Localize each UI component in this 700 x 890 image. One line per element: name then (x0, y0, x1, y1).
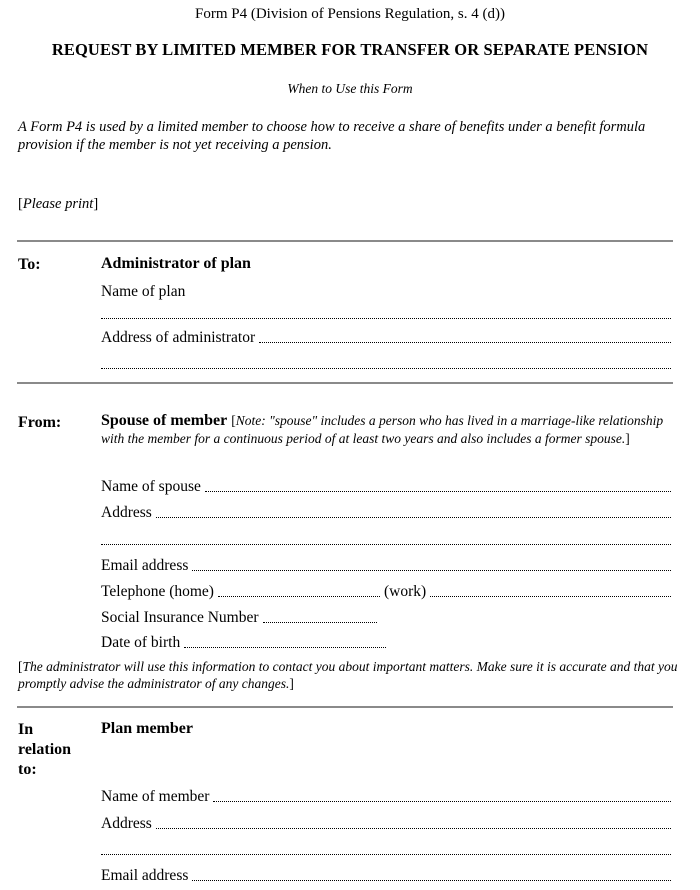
spouse-name-label: Name of spouse (101, 478, 201, 495)
spouse-email-label: Email address (101, 557, 189, 574)
section-divider (17, 240, 673, 242)
member-name-label: Name of member (101, 788, 210, 805)
spouse-sin-field[interactable] (101, 607, 671, 627)
member-address-line-2[interactable] (101, 853, 671, 855)
member-address-label: Address (101, 815, 152, 832)
name-of-plan-label-row (101, 281, 671, 301)
administrator-contact-note (18, 658, 678, 692)
administrator-address-line-2[interactable] (101, 367, 671, 369)
administrator-address-field[interactable] (101, 327, 671, 347)
form-identifier: Form P4 (Division of Pensions Regulation, s. 4 (d)) (195, 6, 505, 22)
name-of-plan-field[interactable] (101, 303, 671, 323)
bracket-open: [ (231, 413, 236, 428)
spouse-address-label: Address (101, 504, 152, 521)
print-instruction (18, 196, 98, 213)
member-address-field[interactable] (101, 813, 671, 833)
member-email-label: Email address (101, 867, 189, 884)
spouse-address-field-2[interactable] (101, 529, 671, 549)
member-address-line[interactable] (156, 827, 671, 829)
when-to-use-heading: When to Use this Form (287, 81, 413, 96)
bracket-open: [ (18, 196, 23, 212)
dob-line[interactable] (184, 646, 386, 648)
spouse-email-field[interactable] (101, 555, 671, 575)
member-email-field[interactable] (101, 865, 671, 885)
spouse-address-field[interactable] (101, 502, 671, 522)
bracket-open: [ (18, 659, 23, 674)
member-name-line[interactable] (213, 800, 671, 802)
bracket-close: ] (625, 431, 630, 446)
from-label: From: (18, 414, 62, 431)
dob-label: Date of birth (101, 634, 181, 651)
administrator-address-field-2[interactable] (101, 353, 671, 373)
sin-label: Social Insurance Number (101, 609, 259, 626)
spouse-name-line[interactable] (205, 490, 671, 492)
in-relation-to-label (18, 720, 71, 780)
spouse-address-line[interactable] (156, 516, 671, 518)
administrator-contact-note-text: The administrator will use this information to contact you about important matters. Make sure it is accurate and that you promptly advise the administrator of any changes. (18, 659, 678, 691)
bracket-close: ] (289, 676, 294, 691)
to-label: To: (18, 256, 41, 273)
spouse-dob-field[interactable] (101, 632, 671, 652)
telephone-home-label: Telephone (home) (101, 583, 214, 600)
spouse-address-line-2[interactable] (101, 543, 671, 545)
member-address-field-2[interactable] (101, 839, 671, 859)
administrator-heading: Administrator of plan (101, 255, 251, 272)
intro-paragraph: A Form P4 is used by a limited member to choose how to receive a share of benefits under a benefit formula provision if the member is not yet receiving a pension. (18, 119, 646, 153)
plan-member-heading: Plan member (101, 720, 193, 737)
bracket-close: ] (93, 196, 99, 212)
administrator-address-line[interactable] (259, 341, 671, 343)
sin-line[interactable] (263, 621, 377, 623)
spouse-heading-block (101, 412, 673, 448)
spouse-heading: Spouse of member (101, 412, 228, 429)
member-email-line[interactable] (192, 879, 671, 881)
spouse-note-text: Note: "spouse" includes a person who has lived in a marriage-like relationship with the member for a continuous period of at least two years and also includes a former spouse. (101, 413, 664, 446)
section-divider (17, 706, 673, 708)
name-of-plan-label: Name of plan (101, 283, 186, 300)
in-relation-to-line-3: to: (18, 761, 37, 778)
section-divider (17, 382, 673, 384)
in-relation-to-line-2: relation (18, 741, 72, 758)
in-relation-to-line-1: In (18, 721, 34, 738)
print-instruction-text: Please print (22, 196, 94, 212)
telephone-work-line[interactable] (430, 595, 671, 597)
telephone-work-label: (work) (383, 583, 427, 600)
form-title: REQUEST BY LIMITED MEMBER FOR TRANSFER OR SEPARATE PENSION (51, 40, 649, 59)
member-name-field[interactable] (101, 786, 671, 806)
spouse-telephone-field[interactable] (101, 581, 671, 601)
telephone-home-line[interactable] (218, 595, 380, 597)
spouse-name-field[interactable] (101, 476, 671, 496)
spouse-email-line[interactable] (192, 569, 671, 571)
administrator-address-label: Address of administrator (101, 329, 256, 346)
name-of-plan-line[interactable] (101, 317, 671, 319)
